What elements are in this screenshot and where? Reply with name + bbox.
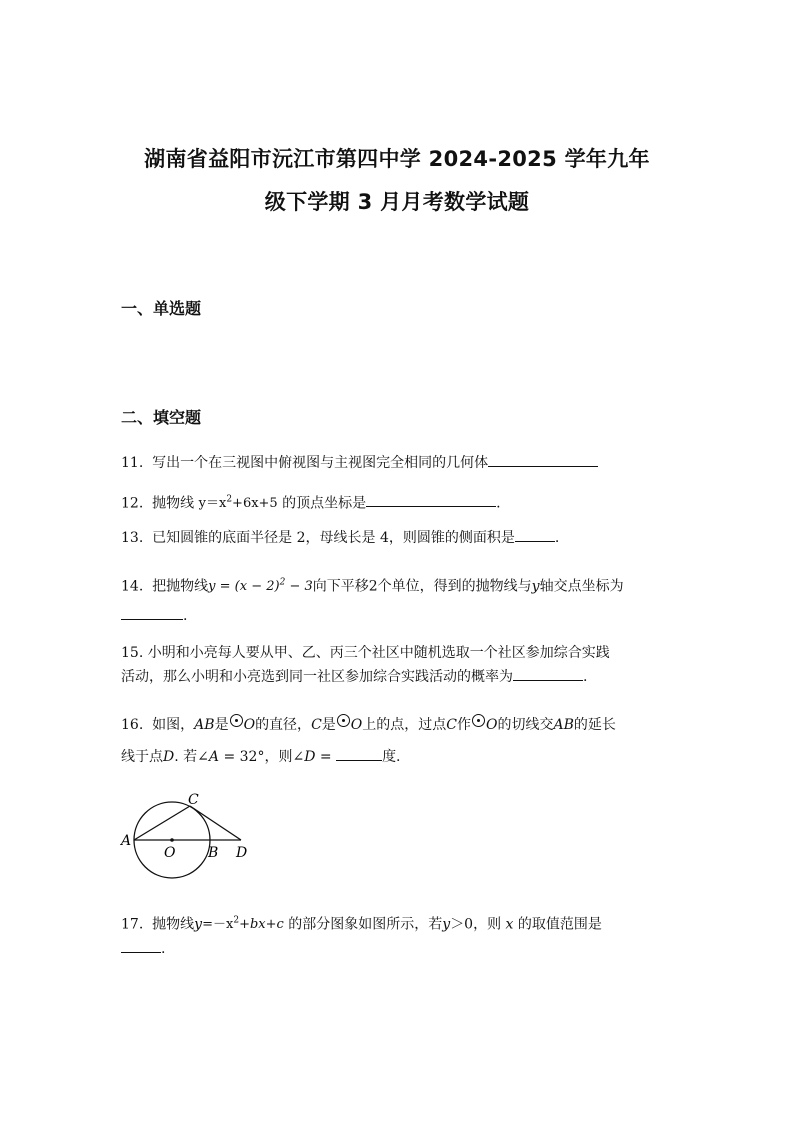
title-line-2: 级下学期 3 月月考数学试题 xyxy=(264,190,530,214)
question-15: 15. 小明和小亮每人要从甲、乙、丙三个社区中随机选取一个社区参加综合实践 xyxy=(121,645,610,661)
answer-blank xyxy=(366,492,496,507)
label-d: D xyxy=(236,845,248,861)
label-o: O xyxy=(164,845,176,861)
answer-blank xyxy=(488,452,598,467)
question-14-line-2: . xyxy=(121,605,187,626)
tangent-line-cd xyxy=(190,806,241,840)
question-17: 17. 抛物线$y=-x^2+bx+c$ 的部分图象如图所示，若y＞0，则 x 的取值范围是 xyxy=(121,916,602,933)
label-c: C xyxy=(188,792,199,808)
circle-dot-icon xyxy=(230,714,243,727)
center-point xyxy=(170,838,174,842)
question-number: 13. xyxy=(121,530,144,546)
question-11 xyxy=(121,452,598,473)
title-line-1: 湖南省益阳市沅江市第四中学 2024-2025 学年九年 xyxy=(144,147,650,171)
answer-blank xyxy=(513,666,583,681)
section-heading-fill-blank: 二、填空题 xyxy=(121,408,202,427)
answer-blank xyxy=(336,746,382,761)
question-text: 写出一个在三视图中俯视图与主视图完全相同的几何体 xyxy=(152,455,489,471)
equation: $=-x^2+bx+c$ xyxy=(202,916,284,933)
answer-blank xyxy=(121,938,161,953)
question-number: 14. xyxy=(121,578,144,595)
equation: $y=x^2+6x+5$ xyxy=(198,495,278,512)
question-17-line-2: . xyxy=(121,938,165,959)
circle-dot-icon xyxy=(472,714,485,727)
question-13: 13. 已知圆锥的底面半径是 2，母线长是 4，则圆锥的侧面积是 . xyxy=(121,527,559,548)
label-a: A xyxy=(121,833,132,849)
label-b: B xyxy=(208,845,219,861)
question-number: 17. xyxy=(121,916,144,933)
question-16: 16. 如图，AB是 O的直径，C是 O上的点，过点C作 O的切线交AB的延长 xyxy=(121,714,616,735)
question-12: 12. 抛物线 $y=x^2+6x+5$ 的顶点坐标是 . xyxy=(121,490,501,514)
question-15-line-2: 活动，那么小明和小亮选到同一社区参加综合实践活动的概率为 . xyxy=(121,666,587,687)
question-number: 11. xyxy=(121,455,144,471)
question-14: 14. 把抛物线$y = (x - 2)^2 - 3$向下平移2个单位，得到的抛物线与y轴交点坐标为 xyxy=(121,578,624,595)
circle-dot-icon xyxy=(337,714,350,727)
question-number: 16. xyxy=(121,717,144,733)
question-16-line-2: 线于点D. 若∠A = 32°，则∠D = 度. xyxy=(121,746,401,767)
line-ac xyxy=(134,806,190,840)
equation: $y = (x - 2)^2 - 3$ xyxy=(208,578,313,595)
question-text: 已知圆锥的底面半径是 2，母线长是 4，则圆锥的侧面积是 xyxy=(152,530,515,546)
section-heading-single-choice: 一、单选题 xyxy=(121,299,202,318)
answer-blank xyxy=(515,527,555,542)
geometry-figure xyxy=(115,788,260,883)
question-number: 12. xyxy=(121,495,144,512)
answer-blank xyxy=(121,605,183,620)
